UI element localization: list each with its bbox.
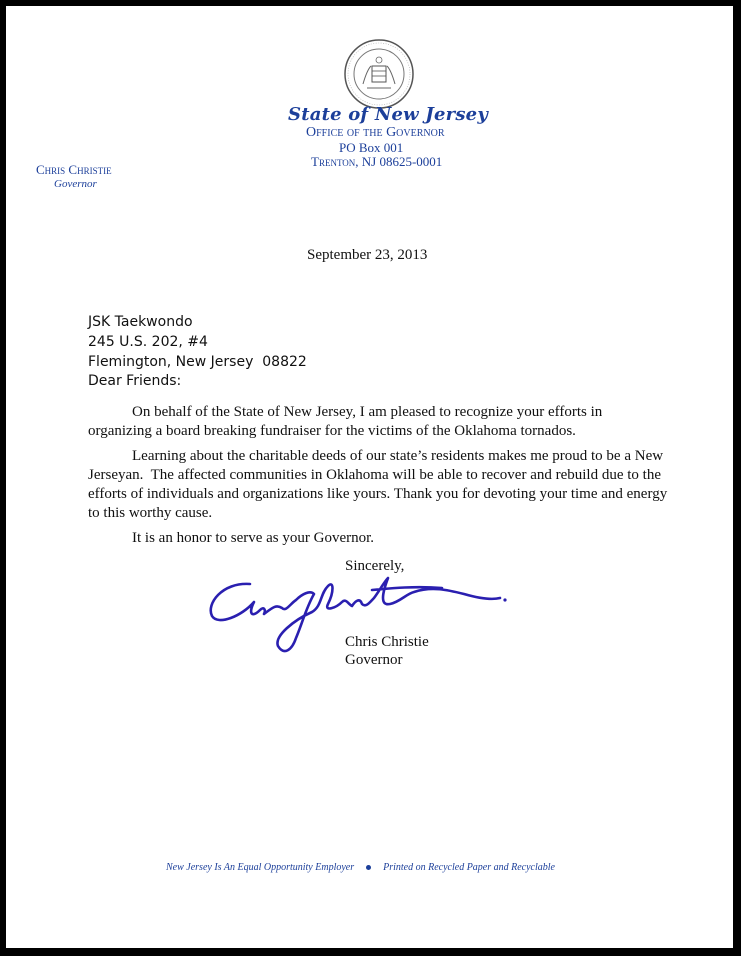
paragraph: On behalf of the State of New Jersey, I am pleased to recognize your efforts in organizing a board breaking fundraiser for the victims of the Oklahoma tornados.: [88, 404, 603, 439]
governor-title: Governor: [54, 178, 97, 190]
bullet-icon: [366, 865, 371, 870]
recipient-address: [88, 312, 307, 372]
letterhead-city: Trenton, NJ 08625-0001: [311, 154, 443, 169]
signer-name: Chris Christie: [345, 634, 429, 650]
recipient-line: JSK Taekwondo: [88, 314, 193, 330]
letterhead-po-box: PO Box 001: [339, 140, 404, 155]
recipient-line: 245 U.S. 202, #4: [88, 334, 208, 350]
footer-right: Printed on Recycled Paper and Recyclable: [383, 862, 555, 873]
closing: Sincerely,: [345, 558, 405, 574]
signer-title: Governor: [345, 652, 403, 668]
salutation: Dear Friends:: [88, 373, 182, 389]
footer: [166, 862, 555, 873]
paragraph: It is an honor to serve as your Governor.: [132, 530, 375, 546]
letter-page: [6, 6, 733, 948]
letter-date: September 23, 2013: [307, 247, 428, 263]
state-seal-icon: [343, 38, 415, 110]
letterhead-state: State of New Jersey: [288, 104, 488, 125]
signer-block: [345, 633, 429, 669]
letterhead-office: Office of the Governor: [306, 125, 445, 140]
governor-name: Chris Christie: [36, 162, 112, 177]
paragraph: Learning about the charitable deeds of our state’s residents makes me proud to be a New Jerseyan. The affected communities in Oklahoma will be able to recover and rebuild due to the efforts of individuals and organizations like yours. Thank you for devoting your time and energy to this worthy cause.: [88, 448, 671, 521]
recipient-line: Flemington, New Jersey 08822: [88, 354, 307, 370]
footer-left: New Jersey Is An Equal Opportunity Employer: [166, 862, 355, 873]
